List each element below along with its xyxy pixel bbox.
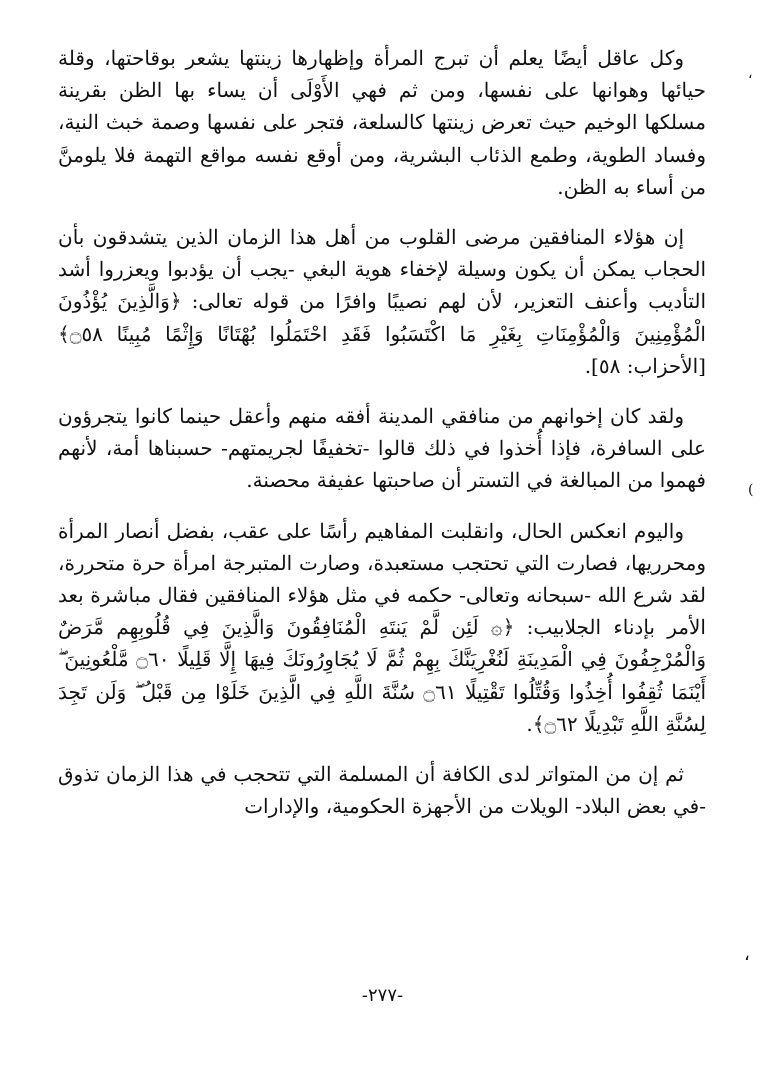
paragraph-2: إن هؤلاء المنافقين مرضى القلوب من أهل هذا الزمان الذين يتشدقون بأن الحجاب يمكن أن يكون وسيلة لإخفاء هوية البغي -يجب أن يؤدبوا ويعزروا أشد التأديب وأعنف التعزير، لأن لهم نصيبًا وافرًا من قوله تعالى: ﴿وَالَّذِينَ يُؤْذُونَ الْمُؤْمِنِينَ وَالْمُؤْمِنَاتِ بِغَيْرِ مَا اكْتَسَبُوا فَقَدِ احْتَمَلُوا بُهْتَانًا وَإِثْمًا مُبِينًا ۝٥٨﴾ [الأحزاب: ٥٨]. [58,225,706,378]
paragraph-5: ثم إن من المتواتر لدى الكافة أن المسلمة التي تتحجب في هذا الزمان تذوق -في بعض البلاد- الويلات من الأجهزة الحكومية، والإدارات [58,762,706,819]
margin-mark-3: ، [744,944,750,965]
margin-mark-1: ، [748,66,753,82]
paragraph-4: واليوم انعكس الحال، وانقلبت المفاهيم رأسًا على عقب، بفضل أنصار المرأة ومحرريها، فصارت التي تحتجب مستعبدة، وصارت المتبرجة امرأة حرة متحررة، لقد شرع الله -سبحانه وتعالى- حكمه في مثل هؤلاء المنافقين فقال مباشرة بعد الأمر بإدناء الجلابيب: ﴿۞ لَئِن لَّمْ يَنتَهِ الْمُنَافِقُونَ وَالَّذِينَ فِي قُلُوبِهِم مَّرَضٌ وَالْمُرْجِفُونَ فِي الْمَدِينَةِ لَنُغْرِيَنَّكَ بِهِمْ ثُمَّ لَا يُجَاوِرُونَكَ فِيهَا إِلَّا قَلِيلًا ۝٦٠ مَّلْعُونِينَ ۖ أَيْنَمَا ثُقِفُوا أُخِذُوا وَقُتِّلُوا تَقْتِيلًا ۝٦١ سُنَّةَ اللَّهِ فِي الَّذِينَ خَلَوْا مِن قَبْلُ ۖ وَلَن تَجِدَ لِسُنَّةِ اللَّهِ تَبْدِيلًا ۝٦٢﴾. [58,518,707,736]
paragraph-3: ولقد كان إخوانهم من منافقي المدينة أفقه منهم وأعقل حينما كانوا يتجرؤون على السافرة، فإذا أُخذوا في ذلك قالوا -تخفيفًا لجريمتهم- حسبناها أمة، لأنهم فهموا من المبالغة في التستر أن صاحبتها عفيفة محصنة. [58,404,706,493]
page-number: -٢٧٧- [361,985,404,1006]
margin-mark-2: ( [748,482,754,498]
book-page [58,42,706,1042]
paragraph-1: وكل عاقل أيضًا يعلم أن تبرج المرأة وإظهارها زينتها يشعر بوقاحتها، وقلة حيائها وهوانها على نفسها، ومن ثم فهي الأَوْلَى أن يساء بها الظن بقرينة مسلكها الوخيم حيث تعرض زينتها كالسلعة، فتجر على نفسها وصمة خبث النية، وفساد الطوية، وطمع الذئاب البشرية، ومن أوقع نفسه مواقع التهمة فلا يلومنَّ من أساء به الظن. [58,46,706,199]
